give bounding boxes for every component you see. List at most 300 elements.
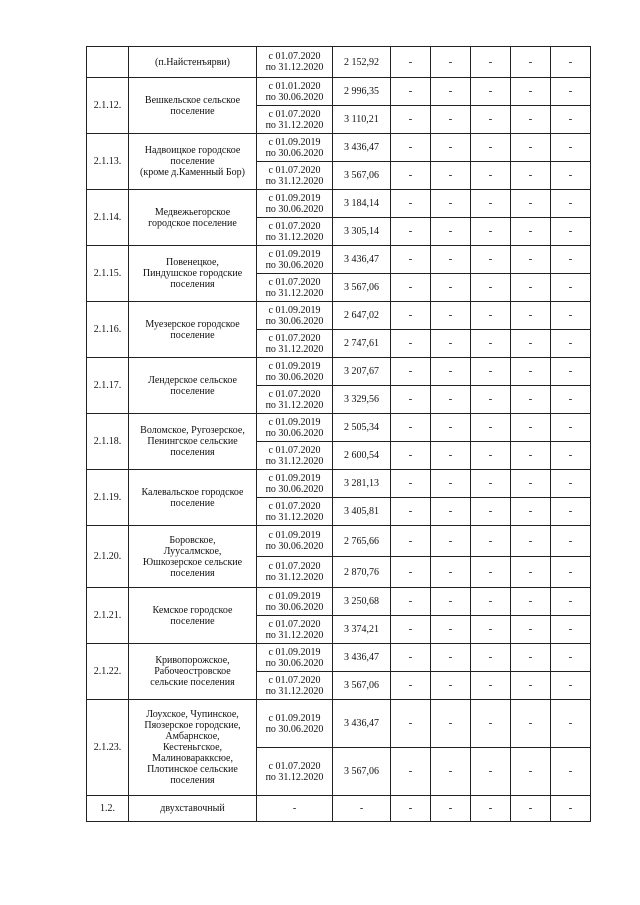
cell-line: с 01.09.2019: [268, 590, 321, 602]
dash-cell: -: [511, 274, 551, 302]
settlement-name-cell: [129, 526, 257, 588]
row-number-cell: 2.1.20.: [87, 526, 129, 588]
dash-cell: -: [471, 588, 511, 616]
dash-cell: -: [551, 218, 591, 246]
cell-line: по 30.06.2020: [265, 91, 324, 103]
dash-cell: -: [391, 644, 431, 672]
dash-cell: -: [471, 526, 511, 557]
cell-line: Муезерское городское: [145, 318, 240, 330]
row-number-cell: [87, 47, 129, 78]
row-number-cell: 2.1.16.: [87, 302, 129, 358]
dash-cell: -: [471, 748, 511, 796]
dash-cell: -: [471, 246, 511, 274]
dash-cell: -: [551, 442, 591, 470]
dash-cell: -: [551, 616, 591, 644]
dash-cell: -: [551, 330, 591, 358]
dash-cell: -: [391, 47, 431, 78]
dash-cell: -: [431, 588, 471, 616]
dash-cell: -: [431, 672, 471, 700]
dash-cell: -: [391, 616, 431, 644]
dash-cell: -: [431, 106, 471, 134]
cell-line: поселения: [170, 447, 215, 458]
dash-cell: -: [551, 246, 591, 274]
cell-line: Луусалмское,: [163, 545, 222, 557]
tariff-value-cell: 2 996,35: [333, 78, 391, 106]
dash-cell: -: [551, 47, 591, 78]
dash-cell: -: [471, 78, 511, 106]
cell-line: по 30.06.2020: [265, 147, 324, 159]
cell-line: по 30.06.2020: [265, 203, 324, 215]
dash-cell: -: [391, 748, 431, 796]
period-cell: [257, 616, 333, 644]
table-row: [87, 358, 591, 386]
settlement-name-cell: [129, 414, 257, 470]
cell-line: по 31.12.2020: [265, 572, 324, 583]
cell-line: по 31.12.2020: [265, 231, 324, 243]
period-cell: [257, 644, 333, 672]
dash-cell: -: [551, 557, 591, 588]
cell-line: с 01.07.2020: [268, 108, 321, 120]
dash-cell: -: [431, 442, 471, 470]
cell-line: с 01.07.2020: [268, 500, 321, 512]
tariff-value-cell: 3 329,56: [333, 386, 391, 414]
dash-cell: -: [511, 672, 551, 700]
period-cell: [257, 470, 333, 498]
row-number-cell: 2.1.18.: [87, 414, 129, 470]
settlement-name-cell: [129, 78, 257, 134]
dash-cell: -: [431, 274, 471, 302]
dash-cell: -: [511, 358, 551, 386]
tariff-value-cell: 3 110,21: [333, 106, 391, 134]
dash-cell: -: [431, 302, 471, 330]
dash-cell: -: [391, 526, 431, 557]
cell-line: по 30.06.2020: [265, 259, 324, 271]
cell-line: с 01.07.2020: [268, 674, 321, 686]
period-cell: [257, 218, 333, 246]
dash-cell: -: [511, 190, 551, 218]
dash-cell: -: [551, 358, 591, 386]
period-cell: [257, 246, 333, 274]
tariff-value-cell: 3 436,47: [333, 134, 391, 162]
dash-cell: -: [431, 78, 471, 106]
tariff-value-cell: 3 281,13: [333, 470, 391, 498]
cell-line: по 31.12.2020: [265, 399, 324, 411]
dash-cell: -: [551, 748, 591, 796]
dash-cell: -: [431, 557, 471, 588]
cell-line: по 31.12.2020: [265, 629, 324, 641]
dash-cell: -: [431, 498, 471, 526]
dash-cell: -: [391, 386, 431, 414]
dash-cell: -: [391, 557, 431, 588]
dash-cell: -: [431, 162, 471, 190]
cell-line: с 01.07.2020: [268, 618, 321, 630]
cell-line: Воломское, Ругозерское,: [140, 425, 245, 436]
cell-line: Боровское,: [169, 534, 216, 546]
cell-line: Малиноваракксюе,: [152, 753, 233, 764]
tariff-value-cell: 3 184,14: [333, 190, 391, 218]
tariff-value-cell: 3 567,06: [333, 672, 391, 700]
cell-line: с 01.09.2019: [268, 712, 321, 724]
period-cell: [257, 302, 333, 330]
row-number-cell: 2.1.23.: [87, 700, 129, 796]
cell-line: по 30.06.2020: [265, 601, 324, 613]
row-number-cell: 2.1.21.: [87, 588, 129, 644]
cell-line: Лендерское сельское: [148, 374, 237, 386]
table-body: [87, 47, 591, 822]
cell-line: Кемское городское: [152, 604, 233, 616]
table-row: [87, 78, 591, 106]
dash-cell: -: [551, 414, 591, 442]
row-number-cell: 2.1.17.: [87, 358, 129, 414]
cell-line: поселение: [170, 329, 215, 341]
cell-line: Пяозерское городские,: [144, 720, 241, 731]
cell-line: по 31.12.2020: [265, 685, 324, 697]
dash-cell: -: [391, 442, 431, 470]
cell-line: с 01.09.2019: [268, 360, 321, 372]
tariff-value-cell: 3 436,47: [333, 700, 391, 748]
dash-cell: -: [431, 190, 471, 218]
dash-cell: -: [391, 246, 431, 274]
dash-cell: -: [551, 134, 591, 162]
dash-cell: -: [551, 78, 591, 106]
dash-cell: -: [511, 557, 551, 588]
cell-line: Кестеньгское,: [162, 742, 223, 753]
cell-line: Юшкозерское сельские: [142, 556, 243, 568]
settlement-name-cell: (п.Найстенъярви): [129, 47, 257, 78]
cell-line: с 01.09.2019: [268, 248, 321, 260]
dash-cell: -: [511, 748, 551, 796]
cell-line: Пиндушское городские: [142, 268, 243, 279]
dash-cell: -: [391, 796, 431, 822]
row-number-cell: 1.2.: [87, 796, 129, 822]
cell-line: по 30.06.2020: [265, 723, 324, 735]
dash-cell: -: [391, 498, 431, 526]
cell-line: поселение: [170, 615, 215, 627]
cell-line: с 01.07.2020: [268, 332, 321, 344]
cell-line: поселение: [170, 105, 215, 117]
period-cell: [257, 748, 333, 796]
table-row: [87, 796, 591, 822]
dash-cell: -: [551, 498, 591, 526]
dash-cell: -: [431, 134, 471, 162]
period-cell: [257, 526, 333, 557]
dash-cell: -: [471, 470, 511, 498]
dash-cell: -: [391, 414, 431, 442]
dash-cell: -: [511, 246, 551, 274]
dash-cell: -: [391, 218, 431, 246]
dash-cell: -: [511, 386, 551, 414]
cell-line: Пенингское сельские: [147, 436, 238, 447]
cell-line: поселения: [170, 775, 215, 786]
cell-line: поселение: [170, 497, 215, 509]
dash-cell: -: [471, 796, 511, 822]
settlement-name-cell: [129, 246, 257, 302]
dash-cell: -: [391, 672, 431, 700]
dash-cell: -: [471, 498, 511, 526]
tariff-value-cell: 2 647,02: [333, 302, 391, 330]
dash-cell: -: [511, 330, 551, 358]
cell-line: с 01.09.2019: [268, 646, 321, 658]
period-cell: [257, 442, 333, 470]
cell-line: поселения: [170, 567, 215, 579]
cell-line: по 30.06.2020: [265, 315, 324, 327]
dash-cell: -: [431, 644, 471, 672]
dash-cell: -: [391, 700, 431, 748]
dash-cell: -: [551, 470, 591, 498]
cell-line: по 31.12.2020: [265, 287, 324, 299]
dash-cell: -: [511, 218, 551, 246]
period-cell: [257, 700, 333, 748]
period-cell: [257, 557, 333, 588]
dash-cell: -: [511, 442, 551, 470]
period-cell: [257, 106, 333, 134]
dash-cell: -: [511, 414, 551, 442]
settlement-name-cell: двухставочный: [129, 796, 257, 822]
settlement-name-cell: [129, 588, 257, 644]
tariff-value-cell: 2 765,66: [333, 526, 391, 557]
dash-cell: -: [391, 162, 431, 190]
dash-cell: -: [431, 330, 471, 358]
tariff-value-cell: 3 374,21: [333, 616, 391, 644]
table-row: [87, 414, 591, 442]
dash-cell: -: [391, 358, 431, 386]
settlement-name-cell: [129, 190, 257, 246]
dash-cell: -: [431, 700, 471, 748]
period-cell: [257, 162, 333, 190]
cell-line: с 01.09.2019: [268, 304, 321, 316]
dash-cell: -: [471, 134, 511, 162]
dash-cell: -: [551, 274, 591, 302]
dash-cell: -: [471, 644, 511, 672]
cell-line: Лоухское, Чупинское,: [146, 709, 239, 720]
period-cell: [257, 588, 333, 616]
settlement-name-cell: [129, 134, 257, 190]
dash-cell: -: [551, 644, 591, 672]
dash-cell: -: [391, 470, 431, 498]
cell-line: Амбарнское,: [165, 731, 220, 742]
dash-cell: -: [431, 47, 471, 78]
dash-cell: -: [471, 47, 511, 78]
cell-line: с 01.09.2019: [268, 530, 321, 541]
cell-line: сельские поселения: [150, 677, 235, 688]
dash-cell: -: [551, 588, 591, 616]
dash-cell: -: [391, 190, 431, 218]
period-cell: [257, 190, 333, 218]
row-number-cell: 2.1.19.: [87, 470, 129, 526]
dash-cell: -: [471, 302, 511, 330]
cell-line: по 30.06.2020: [265, 541, 324, 552]
cell-line: поселения: [170, 279, 215, 290]
cell-line: по 31.12.2020: [265, 455, 324, 467]
dash-cell: -: [511, 302, 551, 330]
cell-line: с 01.07.2020: [268, 276, 321, 288]
period-cell: [257, 330, 333, 358]
row-number-cell: 2.1.13.: [87, 134, 129, 190]
dash-cell: -: [431, 414, 471, 442]
dash-cell: -: [431, 218, 471, 246]
cell-line: Кривопорожское,: [155, 655, 230, 666]
dash-cell: -: [511, 134, 551, 162]
cell-line: Надвоицкое городское: [144, 145, 241, 156]
cell-line: с 01.09.2019: [268, 192, 321, 204]
table-row: [87, 700, 591, 748]
settlement-name-cell: [129, 700, 257, 796]
dash-cell: -: [551, 162, 591, 190]
cell-line: по 31.12.2020: [265, 771, 324, 783]
dash-cell: -: [391, 134, 431, 162]
tariff-value-cell: -: [333, 796, 391, 822]
dash-cell: -: [391, 106, 431, 134]
cell-line: с 01.09.2019: [268, 416, 321, 428]
tariff-value-cell: 3 567,06: [333, 274, 391, 302]
dash-cell: -: [431, 246, 471, 274]
dash-cell: -: [511, 106, 551, 134]
dash-cell: -: [471, 672, 511, 700]
cell-line: с 01.07.2020: [268, 388, 321, 400]
table-row: [87, 190, 591, 218]
period-cell: [257, 498, 333, 526]
dash-cell: -: [551, 700, 591, 748]
cell-line: с 01.07.2020: [268, 220, 321, 232]
cell-line: по 30.06.2020: [265, 427, 324, 439]
dash-cell: -: [431, 358, 471, 386]
table-row: [87, 526, 591, 557]
dash-cell: -: [471, 106, 511, 134]
settlement-name-cell: [129, 358, 257, 414]
dash-cell: -: [471, 616, 511, 644]
cell-line: Медвежьегорское: [154, 206, 231, 218]
dash-cell: -: [471, 700, 511, 748]
dash-cell: -: [511, 162, 551, 190]
tariff-value-cell: 2 747,61: [333, 330, 391, 358]
dash-cell: -: [511, 78, 551, 106]
cell-line: с 01.07.2020: [268, 444, 321, 456]
cell-line: с 01.07.2020: [268, 164, 321, 176]
tariff-value-cell: 2 600,54: [333, 442, 391, 470]
dash-cell: -: [431, 748, 471, 796]
dash-cell: -: [391, 588, 431, 616]
cell-line: по 30.06.2020: [265, 657, 324, 669]
dash-cell: -: [551, 106, 591, 134]
table-row: [87, 644, 591, 672]
cell-line: по 30.06.2020: [265, 371, 324, 383]
cell-line: поселение: [170, 156, 215, 167]
table-row: [87, 302, 591, 330]
dash-cell: -: [511, 498, 551, 526]
period-cell: [257, 274, 333, 302]
dash-cell: -: [471, 330, 511, 358]
dash-cell: -: [511, 616, 551, 644]
cell-line: с 01.07.2020: [268, 561, 321, 572]
dash-cell: -: [471, 386, 511, 414]
tariff-table: [86, 46, 591, 822]
cell-line: Вешкельское сельское: [144, 94, 241, 106]
cell-line: с 01.09.2019: [268, 472, 321, 484]
cell-line: по 31.12.2020: [265, 343, 324, 355]
dash-cell: -: [431, 616, 471, 644]
cell-line: Калевальское городское: [141, 486, 244, 498]
cell-line: Повенецкое,: [166, 257, 219, 268]
cell-line: (кроме д.Каменный Бор): [140, 167, 245, 178]
settlement-name-cell: [129, 644, 257, 700]
settlement-name-cell: [129, 302, 257, 358]
dash-cell: -: [431, 526, 471, 557]
table-row: [87, 588, 591, 616]
dash-cell: -: [391, 330, 431, 358]
cell-line: по 31.12.2020: [265, 62, 324, 73]
period-cell: [257, 134, 333, 162]
tariff-value-cell: 3 436,47: [333, 246, 391, 274]
table-row: [87, 47, 591, 78]
tariff-value-cell: 3 405,81: [333, 498, 391, 526]
cell-line: по 31.12.2020: [265, 119, 324, 131]
dash-cell: -: [431, 386, 471, 414]
tariff-value-cell: 2 505,34: [333, 414, 391, 442]
dash-cell: -: [471, 218, 511, 246]
row-number-cell: 2.1.12.: [87, 78, 129, 134]
table-row: [87, 470, 591, 498]
row-number-cell: 2.1.14.: [87, 190, 129, 246]
period-cell: [257, 414, 333, 442]
dash-cell: -: [551, 386, 591, 414]
cell-line: по 31.12.2020: [265, 511, 324, 523]
period-cell: -: [257, 796, 333, 822]
cell-line: с 01.01.2020: [268, 80, 321, 92]
dash-cell: -: [551, 302, 591, 330]
cell-line: Плотинское сельские: [147, 764, 238, 775]
dash-cell: -: [551, 796, 591, 822]
dash-cell: -: [471, 274, 511, 302]
dash-cell: -: [431, 796, 471, 822]
tariff-value-cell: 2 870,76: [333, 557, 391, 588]
period-cell: [257, 47, 333, 78]
row-number-cell: 2.1.22.: [87, 644, 129, 700]
cell-line: с 01.07.2020: [268, 760, 321, 772]
tariff-value-cell: 3 567,06: [333, 162, 391, 190]
dash-cell: -: [471, 358, 511, 386]
dash-cell: -: [471, 442, 511, 470]
dash-cell: -: [391, 274, 431, 302]
dash-cell: -: [511, 700, 551, 748]
tariff-value-cell: 3 567,06: [333, 748, 391, 796]
dash-cell: -: [511, 47, 551, 78]
dash-cell: -: [431, 470, 471, 498]
period-cell: [257, 78, 333, 106]
dash-cell: -: [471, 557, 511, 588]
cell-line: с 01.09.2019: [268, 136, 321, 148]
tariff-value-cell: 3 250,68: [333, 588, 391, 616]
cell-line: Рабочеостровское: [154, 666, 231, 677]
cell-line: по 31.12.2020: [265, 175, 324, 187]
dash-cell: -: [391, 302, 431, 330]
cell-line: городское поселение: [148, 217, 237, 229]
dash-cell: -: [391, 78, 431, 106]
period-cell: [257, 672, 333, 700]
settlement-name-cell: [129, 470, 257, 526]
dash-cell: -: [471, 414, 511, 442]
dash-cell: -: [511, 470, 551, 498]
dash-cell: -: [471, 190, 511, 218]
row-number-cell: 2.1.15.: [87, 246, 129, 302]
dash-cell: -: [511, 588, 551, 616]
tariff-value-cell: 3 207,67: [333, 358, 391, 386]
table-row: [87, 246, 591, 274]
tariff-value-cell: 3 305,14: [333, 218, 391, 246]
dash-cell: -: [551, 526, 591, 557]
dash-cell: -: [511, 796, 551, 822]
cell-line: поселение: [170, 385, 215, 397]
tariff-value-cell: 3 436,47: [333, 644, 391, 672]
